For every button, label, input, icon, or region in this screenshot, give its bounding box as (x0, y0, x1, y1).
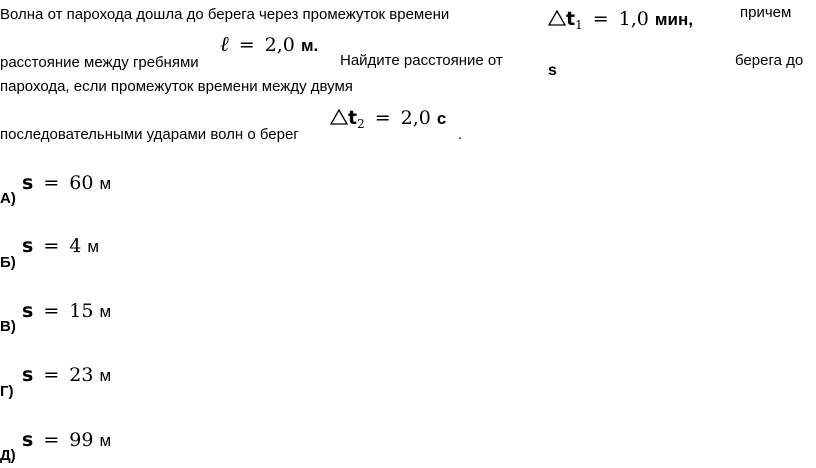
formula-delta-t1: $t_1 = 1,0$ мин, (548, 8, 693, 36)
option-c-label: В) (0, 318, 16, 335)
delta-triangle-icon (330, 109, 348, 125)
option-e-label: Д) (0, 447, 16, 464)
option-a-label: А) (0, 190, 16, 207)
option-d-label: Г) (0, 383, 14, 400)
delta-triangle-icon (548, 10, 566, 26)
option-b-label: Б) (0, 254, 16, 271)
option-d-formula: s = 23 м (22, 364, 112, 386)
question-line-2-end: берега до (735, 52, 804, 69)
formula-crest-distance: ℓ = 2,0 м. (220, 32, 319, 56)
formula-delta-t2: $t_2 = 2,0$ с (330, 107, 446, 135)
option-c-formula: s = 15 м (22, 300, 112, 322)
option-b-formula: s = 4 м (22, 235, 100, 257)
option-a-formula: s = 60 м (22, 172, 112, 194)
question-line-2-mid: Найдите расстояние от (340, 52, 503, 69)
question-line-3: парохода, если промежуток времени между двумя (0, 78, 353, 95)
question-line-4: последовательными ударами волн о берег (0, 126, 299, 143)
distance-symbol-s: s (548, 62, 557, 79)
question-period: . (458, 126, 463, 143)
question-line-1-end: причем (740, 4, 792, 21)
question-line-1: Волна от парохода дошла до берега через промежуток времени (0, 6, 450, 23)
option-e-formula: s = 99 м (22, 429, 112, 451)
question-line-2-start: расстояние между гребнями (0, 54, 199, 71)
